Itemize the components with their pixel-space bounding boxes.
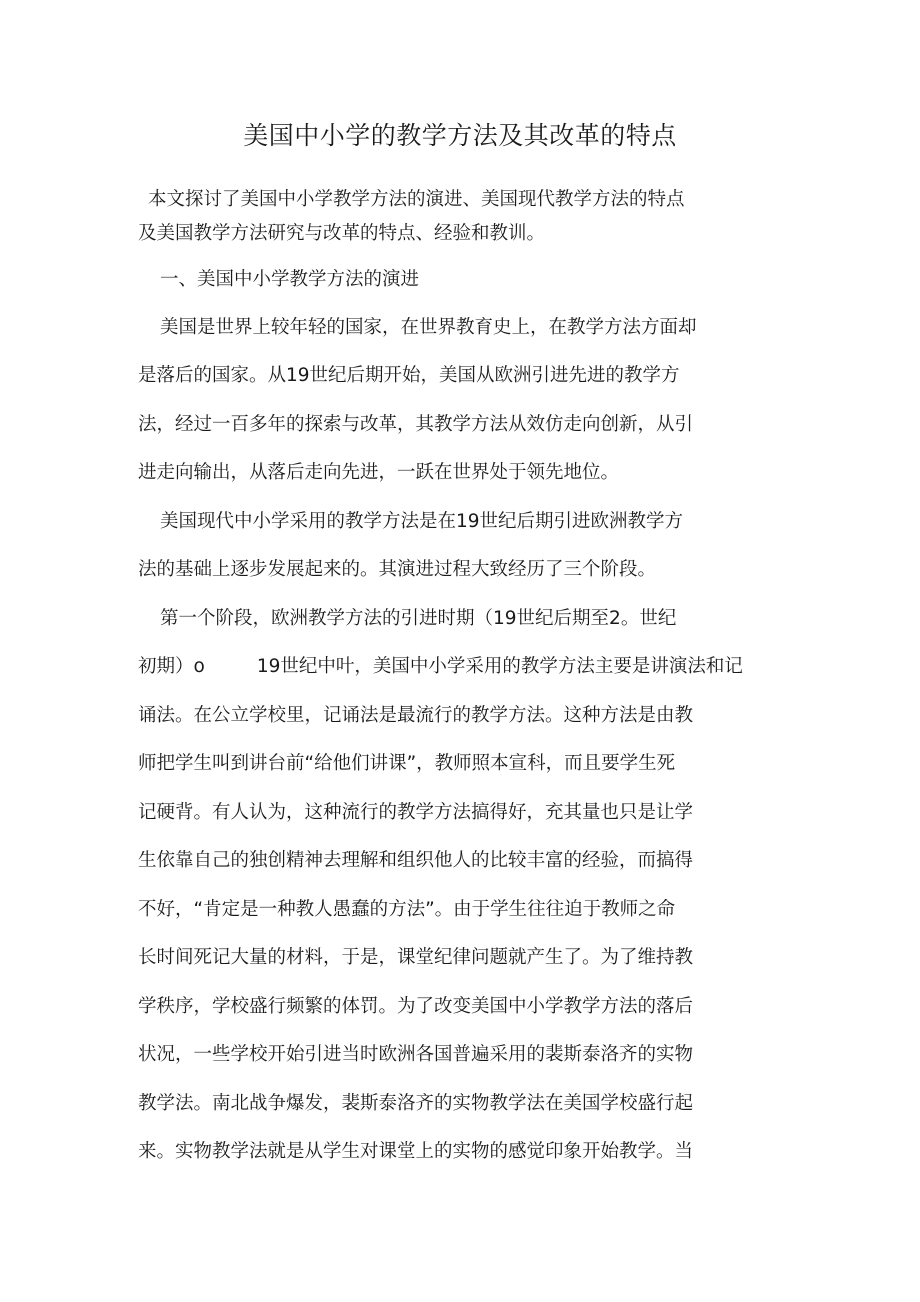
abstract-line-2: 及美国教学方法研究与改革的特点、经验和教训。 [138, 223, 546, 244]
abstract-line-1: 本文探讨了美国中小学教学方法的演进、美国现代教学方法的特点 [148, 189, 685, 210]
paragraph-3-line-5: 记硬背。有人认为，这种流行的教学方法搞得好，充其量也只是让学 [138, 802, 694, 823]
document-title: 美国中小学的教学方法及其改革的特点 [243, 121, 677, 150]
paragraph-3-line-12: 来。实物教学法就是从学生对课堂上的实物的感觉印象开始教学。当 [138, 1141, 694, 1162]
paragraph-1-line-4: 进走向输出，从落后走向先进，一跃在世界处于领先地位。 [138, 462, 620, 483]
paragraph-3-line-6: 生依靠自己的独创精神去理解和组织他人的比较丰富的经验，而搞得 [138, 850, 694, 871]
section-heading: 一、美国中小学教学方法的演进 [160, 269, 420, 290]
paragraph-3-line-8: 长时间死记大量的材料，于是，课堂纪律问题就产生了。为了维持教 [138, 947, 694, 968]
paragraph-3-line-3: 诵法。在公立学校里，记诵法是最流行的教学方法。这种方法是由教 [138, 705, 694, 726]
paragraph-3-line-9: 学秩序，学校盛行频繁的体罚。为了改变美国中小学教学方法的落后 [138, 996, 694, 1017]
paragraph-3-line-2-right: 19世纪中叶，美国中小学采用的教学方法主要是讲演法和记 [256, 656, 743, 677]
paragraph-3-line-2 [138, 653, 743, 681]
paragraph-3-line-7: 不好，“肯定是一种教人愚蠢的方法”。由于学生往往迫于教师之命 [138, 899, 676, 920]
paragraph-1-line-1: 美国是世界上较年轻的国家，在世界教育史上，在教学方法方面却 [160, 317, 697, 338]
paragraph-2-line-1: 美国现代中小学采用的教学方法是在19世纪后期引进欧洲教学方 [160, 511, 684, 532]
paragraph-3-line-2-left: 初期）o [138, 656, 205, 677]
paragraph-3-line-11: 教学法。南北战争爆发，裴斯泰洛齐的实物教学法在美国学校盛行起 [138, 1093, 694, 1114]
paragraph-1-line-2: 是落后的国家。从19世纪后期开始，美国从欧洲引进先进的教学方 [138, 365, 680, 386]
paragraph-1-line-3: 法，经过一百多年的探索与改革，其教学方法从效仿走向创新，从引 [138, 414, 694, 435]
paragraph-3-line-4: 师把学生叫到讲台前“给他们讲课”，教师照本宣科，而且要学生死 [138, 753, 676, 774]
paragraph-3-line-1: 第一个阶段，欧洲教学方法的引进时期（19世纪后期至2。世纪 [160, 608, 677, 629]
paragraph-2-line-2: 法的基础上逐步发展起来的。其演进过程大致经历了三个阶段。 [138, 559, 657, 580]
paragraph-3-line-10: 状况，一些学校开始引进当时欧洲各国普遍采用的裴斯泰洛齐的实物 [138, 1044, 694, 1065]
